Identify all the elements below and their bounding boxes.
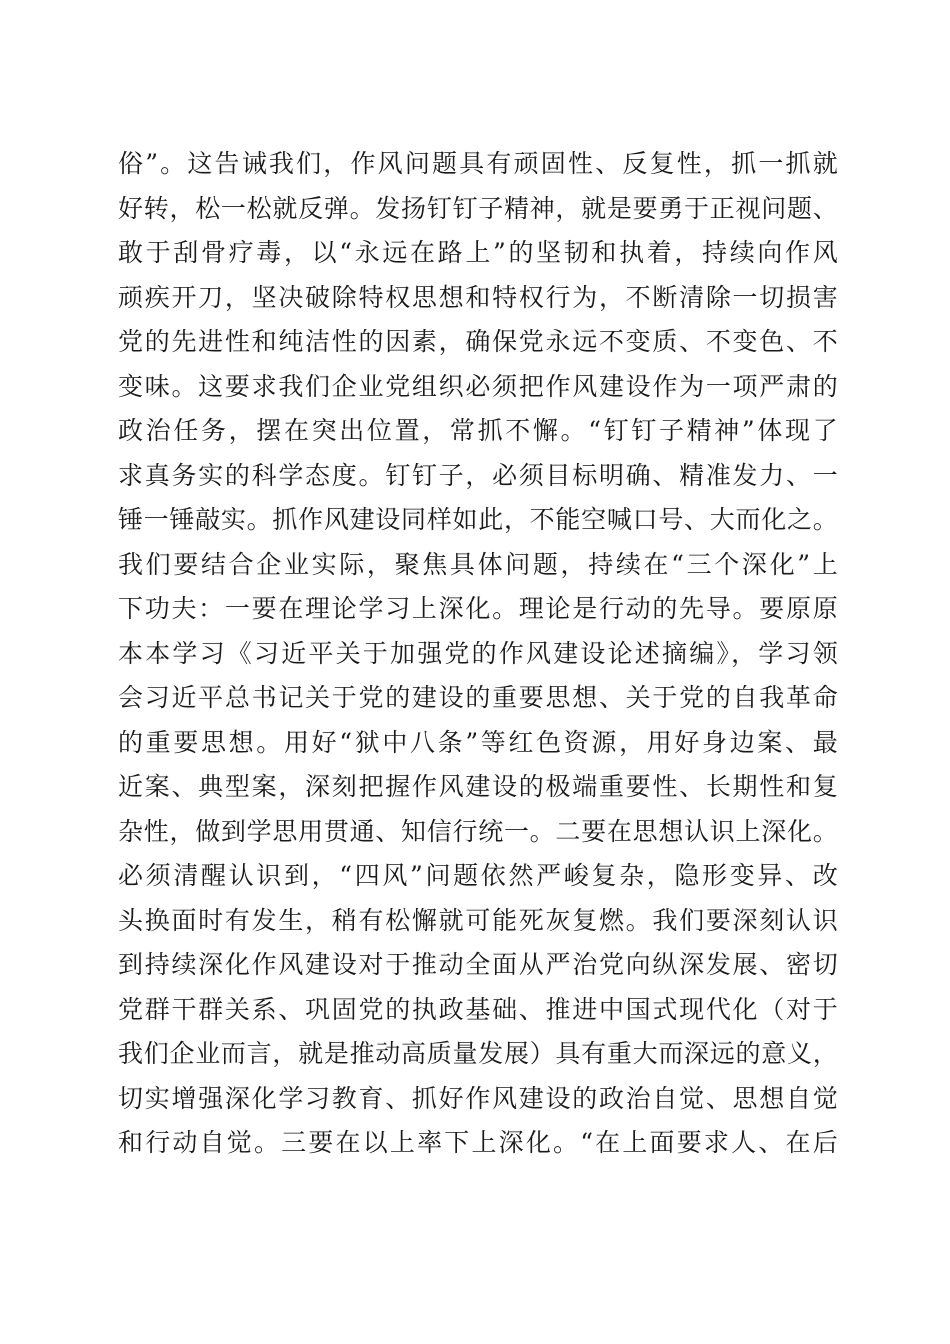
text-line: 求真务实的科学态度。钉钉子，必须目标明确、精准发力、一 xyxy=(118,460,838,490)
text-line: 好转，松一松就反弹。发扬钉钉子精神，就是要勇于正视问题、 xyxy=(118,193,838,223)
text-line: 必须清醒认识到，“四风”问题依然严峻复杂，隐形变异、改 xyxy=(118,861,838,890)
text-line: 到持续深化作风建设对于推动全面从严治党向纵深发展、密切 xyxy=(118,950,838,979)
text-line: 近案、典型案，深刻把握作风建设的极端重要性、长期性和复 xyxy=(118,772,838,801)
text-line: 敢于刮骨疗毒，以“永远在路上”的坚韧和执着，持续向作风 xyxy=(118,238,838,267)
text-line: 杂性，做到学思用贯通、知信行统一。二要在思想认识上深化。 xyxy=(118,816,838,846)
text-line: 俗”。这告诫我们，作风问题具有顽固性、反复性，抓一抓就 xyxy=(118,149,838,178)
text-line: 头换面时有发生，稍有松懈就可能死灰复燃。我们要深刻认识 xyxy=(118,905,838,935)
text-line: 顽疾开刀，坚决破除特权思想和特权行为，不断清除一切损害 xyxy=(118,282,838,312)
text-line: 党群干群关系、巩固党的执政基础、推进中国式现代化（对于 xyxy=(118,994,838,1024)
text-line: 会习近平总书记关于党的建设的重要思想、关于党的自我革命 xyxy=(118,683,838,712)
text-line: 下功夫：一要在理论学习上深化。理论是行动的先导。要原原 xyxy=(118,594,838,623)
text-line: 本本学习《习近平关于加强党的作风建设论述摘编》，学习领 xyxy=(118,638,838,668)
text-line: 的重要思想。用好“狱中八条”等红色资源，用好身边案、最 xyxy=(118,727,838,757)
text-line: 我们企业而言，就是推动高质量发展）具有重大而深远的意义， xyxy=(118,1039,838,1068)
body-text xyxy=(118,142,838,1166)
text-line: 切实增强深化学习教育、抓好作风建设的政治自觉、思想自觉 xyxy=(118,1083,838,1113)
text-line: 变味。这要求我们企业党组织必须把作风建设作为一项严肃的 xyxy=(118,371,838,401)
text-line: 党的先进性和纯洁性的因素，确保党永远不变质、不变色、不 xyxy=(118,327,838,356)
text-line: 政治任务，摆在突出位置，常抓不懈。“钉钉子精神”体现了 xyxy=(118,416,838,445)
text-line: 和行动自觉。三要在以上率下上深化。“在上面要求人、在后 xyxy=(118,1128,838,1157)
text-line: 我们要结合企业实际，聚焦具体问题，持续在“三个深化”上 xyxy=(118,549,838,579)
text-line: 锤一锤敲实。抓作风建设同样如此，不能空喊口号、大而化之。 xyxy=(118,505,838,534)
